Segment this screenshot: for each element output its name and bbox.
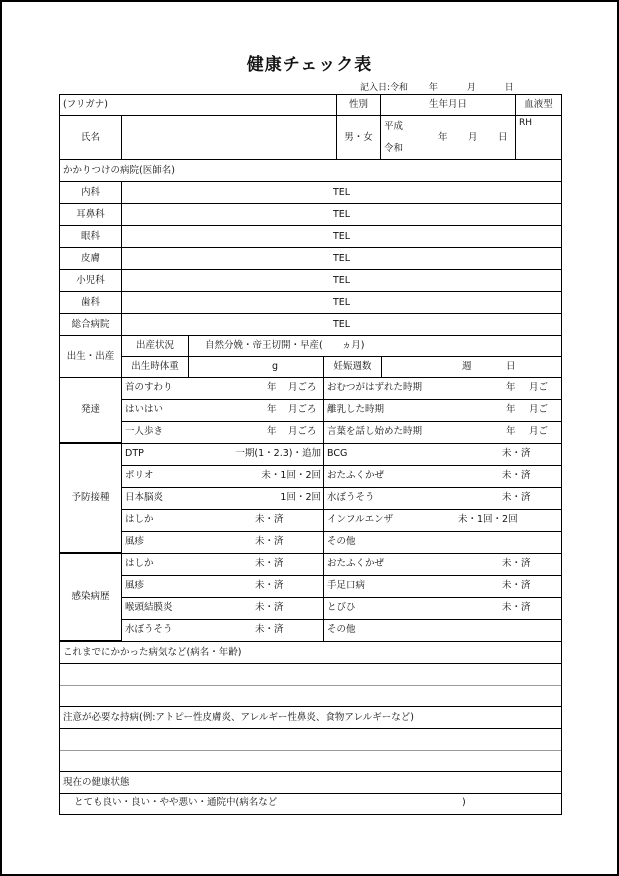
vaccine-name: はしか — [125, 514, 154, 525]
hospital-row-field[interactable] — [121, 291, 562, 314]
development-month-suffix: 月ごろ — [288, 382, 317, 393]
tel-label: TEL — [332, 208, 351, 220]
infection-row[interactable] — [323, 575, 562, 598]
birth-weight-unit: g — [272, 361, 279, 372]
birth-weight-label-cell — [121, 356, 189, 378]
infection-options: 未・済 — [255, 580, 284, 591]
tel-label: TEL — [332, 186, 351, 198]
vaccination-row[interactable] — [121, 487, 324, 510]
infection-row[interactable] — [323, 597, 562, 620]
vaccine-name: 日本脳炎 — [125, 492, 164, 503]
blood-header-label: 血液型 — [524, 99, 553, 111]
hospital-label: 小児科 — [76, 274, 105, 286]
hospital-row-label — [59, 225, 122, 248]
vaccine-name: 水ぼうそう — [327, 492, 375, 503]
gender-options: 男・女 — [344, 131, 373, 143]
current-health-header — [59, 771, 562, 794]
entry-date — [360, 80, 520, 93]
blood-field[interactable] — [515, 115, 562, 160]
days-unit: 日 — [506, 361, 516, 372]
vaccine-name: おたふくかぜ — [327, 470, 385, 481]
furigana-label: (フリガナ) — [63, 99, 108, 111]
birth-section-label — [59, 335, 122, 378]
birthdate-field[interactable] — [380, 115, 516, 160]
vaccine-options: 未・済 — [255, 536, 284, 547]
vaccination-row[interactable] — [121, 531, 324, 554]
birth-day-unit: 日 — [498, 132, 508, 143]
vaccination-label: 予防接種 — [71, 492, 110, 504]
vaccine-options: 未・1回・2回 — [458, 514, 518, 525]
rh-label: RH — [519, 118, 533, 128]
current-health-close-paren: ) — [462, 797, 466, 808]
name-label: 氏名 — [80, 131, 100, 143]
development-label: 発達 — [80, 404, 100, 416]
infection-row[interactable] — [323, 619, 562, 642]
furigana-field[interactable] — [59, 94, 337, 116]
weeks-unit: 週 — [462, 361, 472, 372]
vaccination-row[interactable] — [323, 465, 562, 488]
vaccination-row[interactable] — [121, 443, 324, 466]
current-health-label: 現在の健康状態 — [63, 776, 130, 788]
development-item-label: はいはい — [125, 404, 164, 415]
vaccine-name: DTP — [125, 448, 144, 459]
infection-name: 水ぼうそう — [125, 624, 173, 635]
development-year-unit: 年 — [267, 382, 277, 393]
vaccine-options: 一期(1・2.3)・追加 — [235, 448, 321, 459]
hospital-row-field[interactable] — [121, 203, 562, 226]
vaccination-row[interactable] — [323, 531, 562, 554]
birth-month-unit: 月 — [468, 132, 478, 143]
hospital-label: 歯科 — [80, 296, 100, 308]
name-label-cell — [59, 115, 122, 160]
vaccine-name: インフルエンザ — [327, 514, 394, 525]
vaccination-section-label — [59, 443, 122, 553]
current-health-options: とても良い・良い・やや悪い・通院中(病名など — [74, 797, 278, 808]
birthdate-header-label: 生年月日 — [428, 99, 467, 111]
hospital-label: 耳鼻科 — [76, 208, 105, 220]
development-year-unit: 年 — [506, 404, 516, 415]
gender-field[interactable] — [336, 115, 381, 160]
past-illness-header — [59, 641, 562, 664]
vaccine-options: 未・済 — [502, 492, 531, 503]
vaccination-row[interactable] — [323, 509, 562, 532]
hospital-label: 皮膚 — [80, 252, 100, 264]
hospital-row-label — [59, 313, 122, 336]
infection-name: その他 — [327, 624, 356, 635]
infection-label: 感染病歴 — [71, 591, 110, 603]
infection-options: 未・済 — [255, 558, 284, 569]
hospital-row-label — [59, 247, 122, 270]
infection-name: 手足口病 — [327, 580, 366, 591]
weeks-label: 妊娠週数 — [333, 361, 372, 373]
development-item-label: 一人歩き — [125, 426, 164, 437]
vaccine-name: 風疹 — [125, 536, 145, 547]
development-month-suffix: 月ごろ — [288, 404, 317, 415]
hospital-row-field[interactable] — [121, 247, 562, 270]
hospital-label: 眼科 — [80, 230, 100, 242]
past-illness-label: これまでにかかった病気など(病名・年齢) — [63, 646, 242, 658]
infection-options: 未・済 — [255, 624, 284, 635]
development-year-unit: 年 — [267, 426, 277, 437]
infection-name: 喉頭結膜炎 — [125, 602, 173, 613]
birth-weight-label: 出生時体重 — [131, 361, 179, 373]
development-year-unit: 年 — [506, 382, 516, 393]
era-heisei: 平成 — [384, 121, 404, 132]
infection-row[interactable] — [121, 553, 324, 576]
birthdate-header — [380, 94, 516, 116]
tel-label: TEL — [332, 296, 351, 308]
birth-status-field[interactable] — [188, 335, 562, 357]
development-row[interactable] — [323, 421, 562, 444]
infection-name: はしか — [125, 558, 154, 569]
development-row[interactable] — [323, 377, 562, 400]
infection-row[interactable] — [323, 553, 562, 576]
birth-status-value: 自然分娩・帝王切開・早産( ヵ月) — [205, 340, 365, 352]
development-row[interactable] — [121, 377, 324, 400]
birth-year-unit: 年 — [438, 132, 448, 143]
vaccine-options: 未・済 — [502, 448, 531, 459]
development-year-unit: 年 — [506, 426, 516, 437]
development-row[interactable] — [323, 399, 562, 422]
hospital-row-field[interactable] — [121, 181, 562, 204]
development-item-label: 首のすわり — [125, 382, 173, 393]
development-item-label: 言葉を話し始めた時期 — [327, 426, 423, 437]
vaccine-options: 未・済 — [255, 514, 284, 525]
infection-options: 未・済 — [502, 558, 531, 569]
tel-label: TEL — [332, 230, 351, 242]
vaccine-options: 未・済 — [502, 470, 531, 481]
hospital-row-label — [59, 203, 122, 226]
weeks-label-cell — [323, 356, 382, 378]
gender-header-label: 性別 — [348, 99, 368, 111]
vaccine-options: 1回・2回 — [280, 492, 321, 503]
weeks-field[interactable] — [381, 356, 562, 378]
infection-row[interactable] — [121, 597, 324, 620]
hospital-row-field[interactable] — [121, 313, 562, 336]
vaccine-name: その他 — [327, 536, 356, 547]
vaccination-row[interactable] — [121, 465, 324, 488]
infection-name: おたふくかぜ — [327, 558, 385, 569]
development-item-label: おむつがはずれた時期 — [327, 382, 423, 393]
development-month-suffix: 月ご — [529, 426, 549, 437]
chronic-label: 注意が必要な持病(例:アトピー性皮膚炎、アレルギー性鼻炎、食物アレルギーなど) — [63, 711, 414, 723]
birth-status-label-cell — [121, 335, 189, 357]
page-title: 健康チェック表 — [246, 55, 373, 75]
development-month-suffix: 月ご — [529, 382, 549, 393]
infection-name: 風疹 — [125, 580, 145, 591]
hospital-row-field[interactable] — [121, 225, 562, 248]
infection-name: とびひ — [327, 602, 356, 613]
entry-date-month: 月 — [466, 83, 476, 93]
development-row[interactable] — [121, 399, 324, 422]
tel-label: TEL — [332, 252, 351, 264]
infection-options: 未・済 — [502, 602, 531, 613]
vaccination-row[interactable] — [323, 487, 562, 510]
vaccine-options: 未・1回・2回 — [261, 470, 321, 481]
infection-row[interactable] — [121, 575, 324, 598]
birth-label: 出生・出産 — [66, 350, 115, 362]
gender-header — [336, 94, 381, 116]
current-health-field[interactable] — [59, 793, 562, 815]
tel-label: TEL — [332, 318, 351, 330]
blood-header — [515, 94, 562, 116]
hospital-row-field[interactable] — [121, 269, 562, 292]
hospital-row-label — [59, 269, 122, 292]
era-reiwa: 令和 — [384, 143, 404, 154]
entry-date-day: 日 — [504, 83, 514, 93]
development-item-label: 離乳した時期 — [327, 404, 385, 415]
development-row[interactable] — [121, 421, 324, 444]
hospital-label: 内科 — [80, 186, 100, 198]
vaccine-name: ポリオ — [125, 470, 154, 481]
infection-options: 未・済 — [502, 580, 531, 591]
vaccine-name: BCG — [327, 448, 348, 459]
chronic-guide-line — [60, 750, 562, 751]
infection-section-label — [59, 553, 122, 641]
health-check-form — [60, 95, 562, 815]
name-field[interactable] — [121, 115, 337, 160]
past-illness-guide-line — [60, 685, 562, 686]
infection-options: 未・済 — [255, 602, 284, 613]
birth-status-label: 出産状況 — [135, 340, 174, 352]
entry-date-year: 年 — [428, 83, 438, 93]
development-year-unit: 年 — [267, 404, 277, 415]
hospital-row-label — [59, 291, 122, 314]
infection-row[interactable] — [121, 619, 324, 642]
hospitals-section-label — [59, 159, 562, 182]
hospital-label: 総合病院 — [71, 318, 110, 330]
vaccination-row[interactable] — [121, 509, 324, 532]
vaccination-row[interactable] — [323, 443, 562, 466]
development-section-label — [59, 377, 122, 443]
tel-label: TEL — [332, 274, 351, 286]
development-month-suffix: 月ご — [529, 404, 549, 415]
development-month-suffix: 月ごろ — [288, 426, 317, 437]
chronic-header — [59, 706, 562, 729]
entry-date-label: 記入日:令和 — [360, 83, 409, 93]
hospitals-label: かかりつけの病院(医師名) — [63, 164, 175, 176]
birth-weight-field[interactable] — [188, 356, 324, 378]
hospital-row-label — [59, 181, 122, 204]
